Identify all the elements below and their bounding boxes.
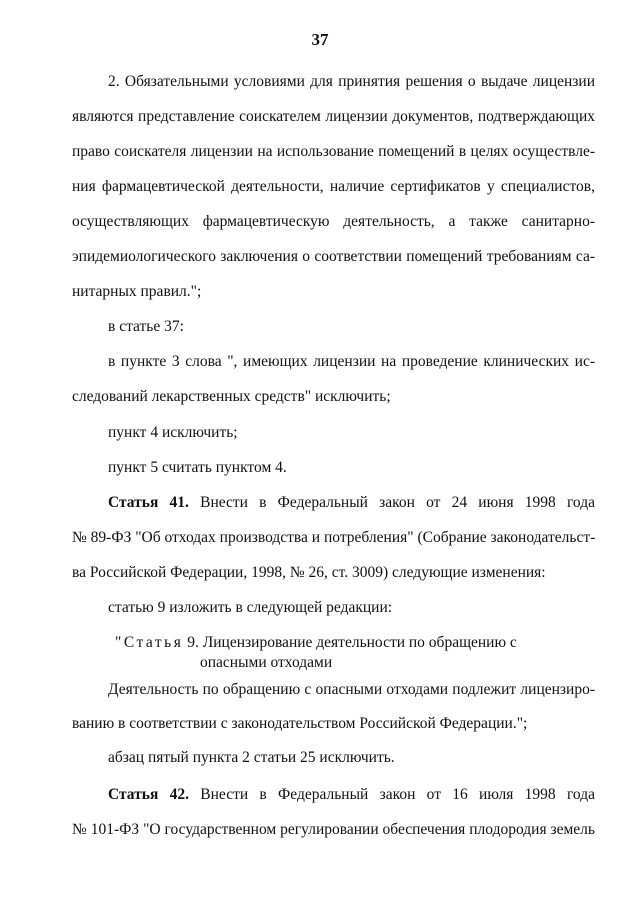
page-number: 37 bbox=[311, 30, 329, 49]
paragraph-line: нитарных правил."; bbox=[72, 283, 202, 300]
paragraph-line: абзац пятый пункта 2 статьи 25 исключить. bbox=[108, 749, 395, 766]
paragraph-line: являются представление соискателем лицензии документов, подтверждающих bbox=[72, 108, 595, 125]
article-title: Лицензирование деятельности по обращению с bbox=[202, 634, 517, 651]
article-word: "Статья bbox=[115, 634, 184, 651]
paragraph-line: эпидемиологического заключения о соответствии помещений требованиям са- bbox=[72, 248, 595, 265]
article-number: 9. bbox=[187, 634, 199, 651]
paragraph-line: право соискателя лицензии на использование помещений в целях осуществле- bbox=[72, 143, 595, 160]
paragraph-line: 2. Обязательными условиями для принятия решения о выдаче лицензии bbox=[108, 73, 595, 90]
article-text: Внести в Федеральный закон от 24 июня 1998 года bbox=[200, 494, 595, 511]
article-title-continued: опасными отходами bbox=[200, 654, 333, 671]
article-41-heading-line bbox=[108, 493, 595, 513]
paragraph-line: Деятельность по обращению с опасными отходами подлежит лицензиро- bbox=[108, 681, 595, 698]
article-text: Внести в Федеральный закон от 16 июля 1998 года bbox=[200, 786, 596, 803]
paragraph-line: осуществляющих фармацевтическую деятельность, а также санитарно- bbox=[72, 213, 595, 230]
paragraph-line: № 101-ФЗ "О государственном регулировании обеспечения плодородия земель bbox=[72, 821, 595, 838]
paragraph-line: пункт 4 исключить; bbox=[108, 424, 238, 441]
article-label: Статья 42. bbox=[108, 786, 189, 803]
paragraph-line: ванию в соответствии с законодательством Российской Федерации."; bbox=[72, 715, 528, 732]
paragraph-line: статью 9 изложить в следующей редакции: bbox=[108, 599, 393, 616]
paragraph-line: в пункте 3 слова ", имеющих лицензии на проведение клинических ис- bbox=[108, 353, 595, 370]
article-label: Статья 41. bbox=[108, 494, 189, 511]
article-42-heading-line bbox=[108, 785, 595, 805]
paragraph-line: следований лекарственных средств" исключить; bbox=[72, 388, 391, 405]
paragraph-line: ва Российской Федерации, 1998, № 26, ст. 3009) следующие изменения: bbox=[72, 564, 546, 581]
paragraph-line: пункт 5 считать пунктом 4. bbox=[108, 459, 287, 476]
paragraph-line: ния фармацевтической деятельности, наличие сертификатов у специалистов, bbox=[72, 178, 595, 195]
paragraph-line: в статье 37: bbox=[108, 318, 184, 335]
paragraph-line: № 89-ФЗ "Об отходах производства и потребления" (Собрание законодательст- bbox=[72, 529, 596, 546]
article-9-title-line bbox=[115, 633, 638, 653]
